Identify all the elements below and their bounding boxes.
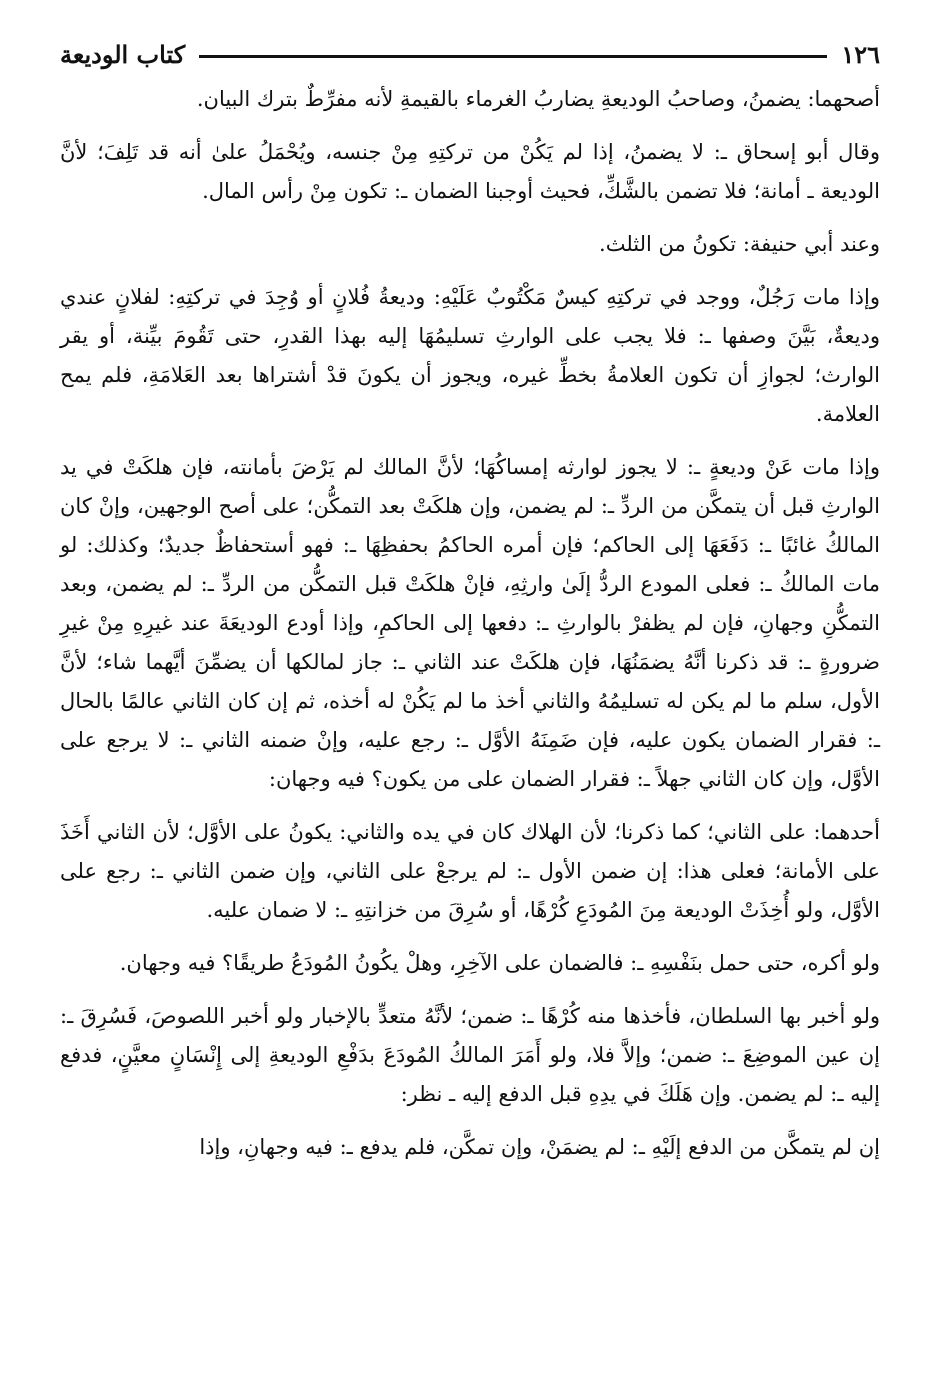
page-number: ١٢٦ [841, 39, 880, 69]
book-page [60, 34, 880, 1181]
paragraph: أصحهما: يضمنُ، وصاحبُ الوديعةِ يضاربُ الغرماء بالقيمةِ لأنه مفرِّطٌ بترك البيان. [196, 87, 880, 111]
paragraph: وإذا مات رَجُلٌ، ووجد في تركتِهِ كيسٌ مَكْتُوبٌ عَلَيْهِ: وديعةُ فُلانٍ أو وُجِدَ في تركتِهِ: لفلانٍ عندي وديعةٌ، بَيَّنَ وصفها ـ: فلا يجب على الوارثِ تسليمُهَا إليه بهذا القدرِ، حتى تَقُومَ بيِّنة، أو يقر الوارث؛ لجوازِ أن تكون العلامةُ بخطِّ غيره، ويجوز أن يكونَ قدْ أشتراها بعد العَلامَةِ، فلم يمح العلامة. [60, 285, 880, 426]
page-body [60, 80, 880, 1167]
paragraph: ولو أكره، حتى حمل بنَفْسِهِ ـ: فالضمان على الآخِرِ، وهلْ يكُونُ المُودَعُ طريقًا؟ فيه وجهان. [119, 951, 880, 975]
paragraph: وإذا مات عَنْ وديعةٍ ـ: لا يجوز لوارثه إمساكُهَا؛ لأنَّ المالك لم يَرْضَ بأمانته، فإن هلكَتْ في يد الوارثِ قبل أن يتمكَّن من الردِّ ـ: لم يضمن، وإن هلكَتْ بعد التمكُّن؛ على أصح الوجهين، وإنْ كان المالكُ غائبًا ـ: دَفَعَهَا إلى الحاكم؛ فإن أمره الحاكمُ بحفظِهَا ـ: فهو أستحفاظٌ جديدٌ؛ وكذلك: لو مات المالكُ ـ: فعلى المودع الردُّ إلَىٰ وارثِهِ، فإنْ هلكَتْ قبل التمكُّن من الردِّ ـ: لم يضمن، وبعد التمكُّنِ وجهانِ، فإن لم يظفرْ بالوارثِ ـ: دفعها إلى الحاكمِ، وإذا أودع الوديعَةَ عند غيرِهِ مِنْ غيرِ ضرورةٍ ـ: قد ذكرنا أنَّهُ يضمَنُهَا، فإن هلكَتْ عند الثاني ـ: جاز لمالكها أن يضمِّنَ أيَّهما شاء؛ لأنَّ الأول، سلم ما لم يكن له تسليمُهُ والثاني أخذ ما لم يَكُنْ له أخذه، ثم إن كان الثاني عالمًا بالحال ـ: فقرار الضمان يكون عليه، فإن ضَمِنَهُ الأوَّل ـ: رجع عليه، وإنْ ضمنه الثاني ـ: لا يرجع على الأوَّل، وإن كان الثاني جهلاً ـ: فقرار الضمان على من يكون؟ فيه وجهان: [60, 455, 880, 791]
paragraph: ولو أخبر بها السلطان، فأخذها منه كُرْهًا ـ: ضمن؛ لأنَّهُ متعدٍّ بالإخبار ولو أخبر اللصوصَ، فَسُرِقَ ـ: إن عين الموضِعَ ـ: ضمن؛ وإلاَّ فلا، ولو أَمَرَ المالكُ المُودَعَ بدَفْعِ الوديعةِ إلى إِنْسَانٍ معيَّنٍ، فدفع إليه ـ: لم يضمن. وإن هَلَكَ في يدِهِ قبل الدفع إليه ـ نظر: [60, 1004, 880, 1106]
page-header [60, 34, 880, 74]
header-rule [199, 55, 827, 58]
paragraph: إن لم يتمكَّن من الدفع إلَيْهِ ـ: لم يضمَنْ، وإن تمكَّن، فلم يدفع ـ: فيه وجهانِ، وإذا [199, 1135, 880, 1159]
paragraph: وعند أبي حنيفة: تكونُ من الثلث. [599, 232, 880, 256]
paragraph: أحدهما: على الثاني؛ كما ذكرنا؛ لأن الهلاك كان في يده والثاني: يكونُ على الأوَّل؛ لأن الثاني أَخَذَ على الأمانة؛ فعلى هذا: إن ضمن الأول ـ: لم يرجعْ على الثاني، وإن ضمن الثاني ـ: رجع على الأوَّل، ولو أُخِذَتْ الوديعة مِنَ المُودَعِ كُرْهًا، أو سُرِقَ من خزانتِهِ ـ: لا ضمان عليه. [60, 820, 880, 922]
running-title: كتاب الوديعة [60, 39, 186, 69]
paragraph: وقال أبو إسحاق ـ: لا يضمنُ، إذا لم يَكُنْ من تركتِهِ مِنْ جنسه، ويُحْمَلُ علىٰ أنه قد تَلِفَ؛ لأنَّ الوديعة ـ أمانة؛ فلا تضمن بالشَّكِّ، فحيث أوجبنا الضمان ـ: تكون مِنْ رأس المال. [60, 140, 880, 203]
